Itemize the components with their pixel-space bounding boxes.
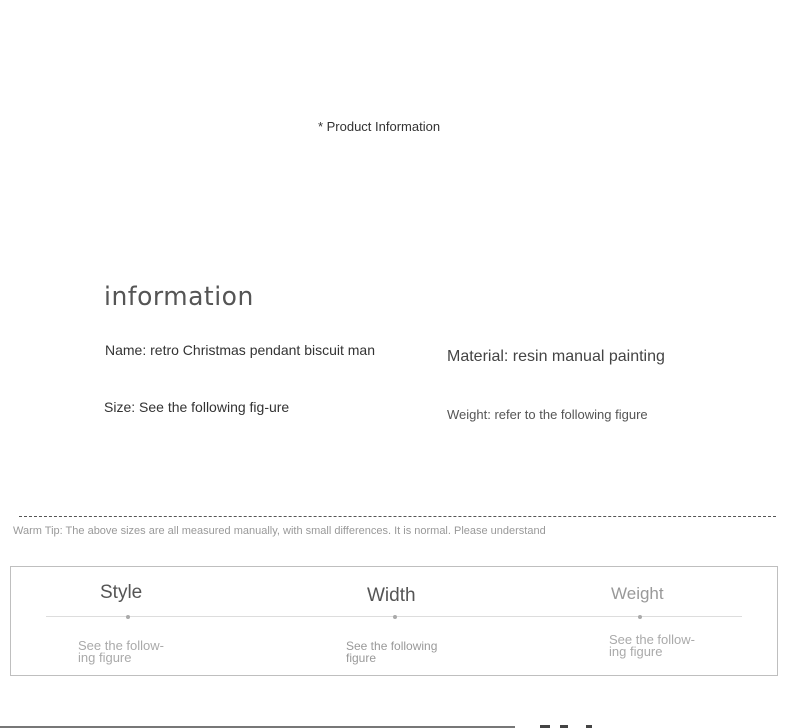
info-heading: information [104, 281, 254, 312]
spec-dot-style [126, 615, 130, 619]
bottom-image-edge [0, 724, 790, 728]
spec-value-weight-line1: See the follow- [609, 632, 695, 647]
spec-value-style-line1: See the follow- [78, 638, 164, 653]
spec-value-style-line2: ing figure [78, 650, 132, 665]
product-name-field: Name: retro Christmas pendant biscuit man [105, 342, 375, 358]
spec-value-weight-line2: ing figure [609, 644, 663, 659]
section-label: * Product Information [317, 119, 441, 134]
spec-title-weight: Weight [611, 584, 664, 603]
spec-value-width-line1: See the following [346, 639, 438, 653]
warm-tip: Warm Tip: The above sizes are all measured manually, with small differences. It is normal. Please understand [13, 525, 546, 537]
spec-value-style [78, 640, 164, 664]
spec-dot-weight [638, 615, 642, 619]
spec-title-width: Width [367, 585, 416, 606]
spec-value-weight [609, 634, 695, 658]
dashed-divider [19, 516, 776, 517]
spec-dot-width [393, 615, 397, 619]
product-material-field: Material: resin manual painting [447, 348, 665, 365]
product-weight-field: Weight: refer to the following figure [447, 407, 648, 422]
product-size-field: Size: See the following fig-ure [104, 399, 290, 415]
spec-value-width [346, 640, 437, 664]
spec-title-style: Style [100, 582, 143, 603]
spec-value-width-line2: figure [346, 651, 377, 665]
